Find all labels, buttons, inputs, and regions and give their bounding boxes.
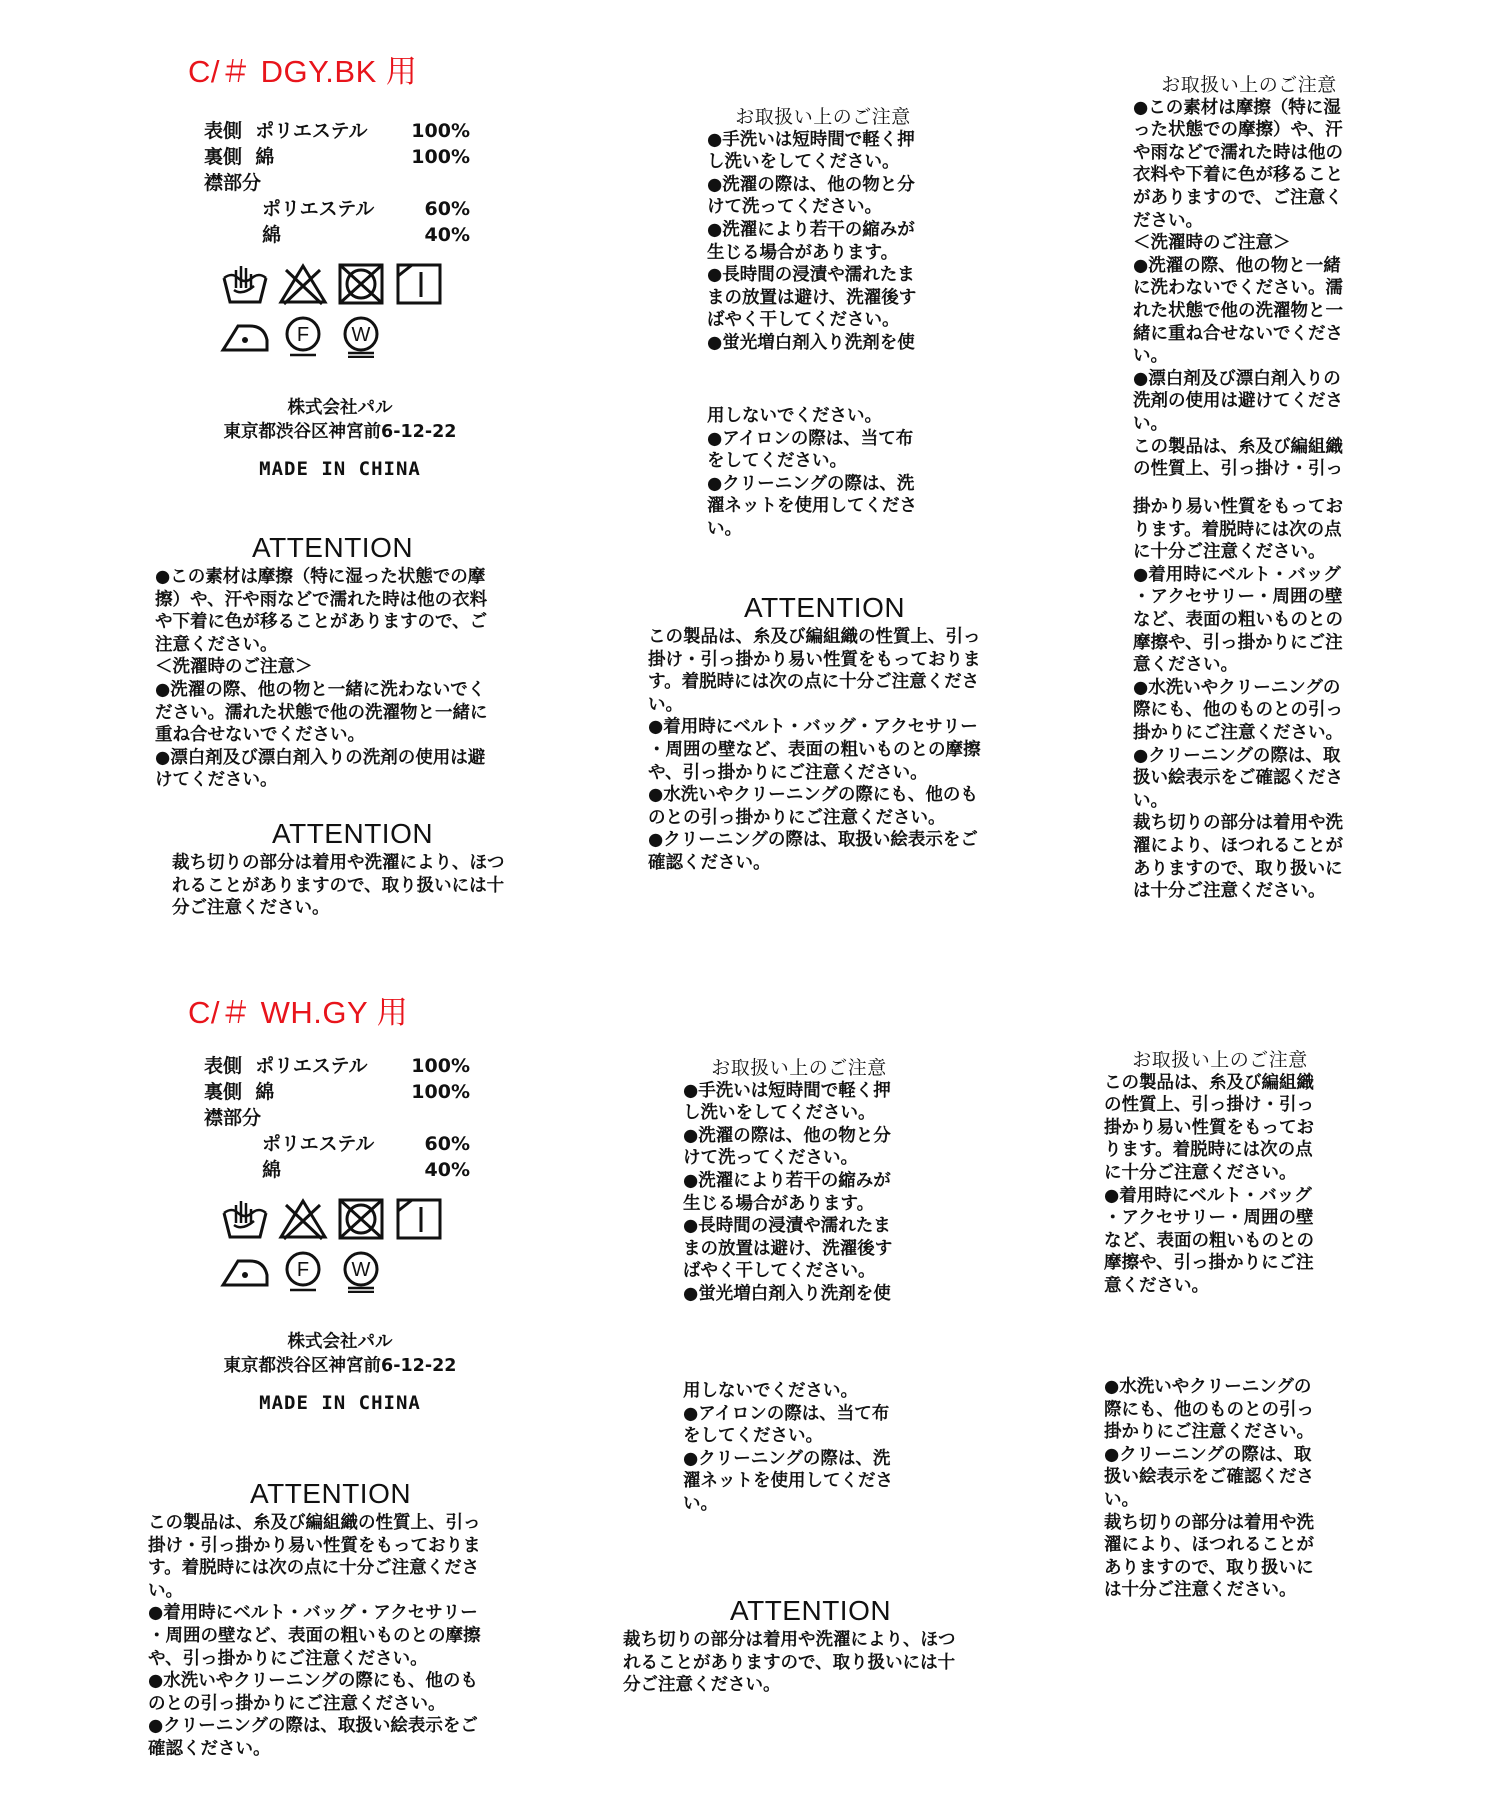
text-line: 掛け・引っ掛かり易い性質をもっておりま	[648, 649, 981, 670]
part-material: ポリエステル	[262, 1133, 375, 1155]
care-instructions-continued	[707, 405, 917, 541]
lining-percent: 100%	[411, 146, 470, 168]
text-line: ●クリーニングの際は、取扱い絵表示をご	[648, 830, 978, 851]
text-line: 生じる場合があります。	[707, 242, 899, 263]
text-line: 裁ち切りの部分は着用や洗	[1133, 813, 1343, 834]
line-dry-shade-icon	[394, 262, 444, 306]
text-line: ●漂白剤及び漂白剤入りの洗剤の使用は避	[155, 747, 486, 768]
lining-material: 綿	[255, 146, 275, 168]
text-line: ●漂白剤及び漂白剤入りの	[1133, 368, 1341, 389]
text-line: れることがありますので、取り扱いには十	[623, 1652, 956, 1673]
text-line: ●水洗いやクリーニングの	[1133, 677, 1341, 698]
svg-text:F: F	[296, 1259, 310, 1281]
text-line: ●水洗いやクリーニングの際にも、他のも	[148, 1671, 478, 1692]
care-symbols	[220, 1197, 444, 1293]
svg-text:W: W	[351, 1259, 371, 1281]
variant-label: C/＃ DGY.BK 用	[188, 54, 418, 89]
outer-material: ポリエステル	[255, 1055, 368, 1077]
text-line: 裁ち切りの部分は着用や洗濯により、ほつ	[172, 853, 505, 873]
attention-text	[623, 1629, 956, 1697]
wet-clean-w-icon	[336, 314, 386, 358]
text-line: い。	[1104, 1489, 1139, 1510]
care-instructions	[707, 106, 939, 355]
text-line: す。着脱時には次の点に十分ご注意くださ	[148, 1558, 480, 1579]
text-line: ・アクセサリー・周囲の壁	[1104, 1208, 1314, 1229]
text-line: ●洗濯により若干の縮みが	[683, 1170, 891, 1191]
text-line: い。	[148, 1580, 183, 1601]
text-line: ります。着脱時には次の点	[1104, 1140, 1313, 1161]
text-line: この製品は、糸及び編組織	[1133, 436, 1343, 457]
text-line: ●水洗いやクリーニングの	[1104, 1377, 1312, 1397]
care-heading: お取扱い上のご注意	[735, 106, 911, 128]
attention-heading: ATTENTION	[272, 818, 434, 849]
wet-clean-w-icon	[336, 1249, 386, 1293]
text-line: い。	[1133, 346, 1168, 367]
care-instructions	[1104, 1049, 1336, 1298]
text-line: す。着脱時には次の点に十分ご注意くださ	[648, 672, 980, 693]
text-line: ●蛍光増白剤入り洗剤を使	[683, 1283, 891, 1304]
text-line: 分ご注意ください。	[172, 898, 330, 919]
text-line: など、表面の粗いものとの	[1104, 1230, 1314, 1251]
text-line: ります。着脱時には次の点	[1133, 519, 1342, 540]
attention-text	[155, 566, 488, 792]
outer-label: 表側	[204, 1055, 243, 1077]
text-line: ばやく干してください。	[683, 1261, 876, 1282]
text-line: や下着に色が移ることがありますので、ご	[155, 612, 488, 633]
text-line: 濯ネットを使用してくださ	[707, 496, 917, 517]
attention-heading: ATTENTION	[252, 532, 414, 563]
text-line: の性質上、引っ掛け・引っ	[1104, 1095, 1314, 1116]
manufacturer-block	[200, 1330, 480, 1414]
text-line: 確認ください。	[148, 1738, 271, 1759]
text-line: った状態での摩擦）や、汗	[1133, 120, 1343, 141]
text-line: は十分ご注意ください。	[1104, 1580, 1297, 1601]
care-instructions-continued	[1133, 496, 1343, 903]
text-line: 緒に重ね合せないでくださ	[1133, 323, 1343, 344]
text-line: ありますので、取り扱いに	[1104, 1557, 1314, 1578]
text-line: ●クリーニングの際は、洗	[683, 1448, 891, 1469]
text-line: 意ください。	[1104, 1275, 1209, 1296]
text-line: ●蛍光増白剤入り洗剤を使	[707, 332, 915, 353]
svg-text:W: W	[351, 324, 371, 346]
text-line: ださい。濡れた状態で他の洗濯物と一緒に	[155, 702, 488, 723]
line-dry-shade-icon	[394, 1197, 444, 1241]
text-line: まの放置は避け、洗濯後す	[683, 1238, 893, 1259]
text-line: ●洗濯により若干の縮みが	[707, 219, 915, 240]
attention-heading: ATTENTION	[730, 1595, 892, 1626]
no-tumble-dry-icon	[336, 1197, 386, 1241]
care-heading: お取扱い上のご注意	[711, 1057, 887, 1079]
text-line: 擦）や、汗や雨などで濡れた時は他の衣料	[155, 589, 488, 610]
text-line: 衣料や下着に色が移ること	[1133, 165, 1343, 186]
attention-text	[172, 852, 505, 920]
text-line: は十分ご注意ください。	[1133, 881, 1326, 902]
iron-low-icon	[220, 314, 270, 358]
text-line: ●クリーニングの際は、取	[1104, 1444, 1312, 1465]
care-instructions-continued	[683, 1380, 893, 1516]
text-line: ・周囲の壁など、表面の粗いものとの摩擦	[648, 739, 981, 760]
text-line: 用しないでください。	[683, 1381, 858, 1401]
text-line: 用しないでください。	[707, 406, 882, 426]
outer-percent: 100%	[411, 120, 470, 142]
part-material: 綿	[262, 224, 282, 246]
text-line: ●手洗いは短時間で軽く押	[683, 1080, 891, 1101]
text-line: 濯により、ほつれることが	[1133, 835, 1343, 856]
text-line: ●クリーニングの際は、取扱い絵表示をご	[148, 1716, 478, 1737]
text-line: 掛かりにご注意ください。	[1104, 1422, 1314, 1443]
text-line: ばやく干してください。	[707, 310, 900, 331]
care-symbols	[220, 262, 444, 358]
care-instructions	[683, 1057, 915, 1306]
text-line: 際にも、他のものとの引っ	[1104, 1399, 1314, 1420]
svg-text:F: F	[296, 324, 310, 346]
composition-block	[204, 1053, 470, 1183]
company-address: 東京都渋谷区神宮前6-12-22	[223, 422, 457, 442]
text-line: ●この素材は摩擦（特に湿	[1133, 97, 1341, 118]
text-line: ●洗濯の際、他の物と一緒	[1133, 255, 1341, 276]
lining-label: 裏側	[204, 146, 243, 168]
text-line: ●長時間の浸漬や濡れたま	[707, 265, 915, 286]
company-address: 東京都渋谷区神宮前6-12-22	[223, 1356, 457, 1376]
part-label: 襟部分	[204, 1107, 262, 1129]
part-label: 襟部分	[204, 172, 262, 194]
text-line: 洗剤の使用は避けてくださ	[1133, 391, 1343, 412]
text-line: がありますので、ご注意く	[1133, 187, 1343, 208]
text-line: ●洗濯の際は、他の物と分	[707, 174, 915, 195]
text-line: 裁ち切りの部分は着用や洗	[1104, 1512, 1314, 1533]
lining-percent: 100%	[411, 1081, 470, 1103]
text-line: ●アイロンの際は、当て布	[683, 1403, 890, 1424]
care-instructions	[1133, 74, 1365, 481]
text-line: し洗いをしてください。	[683, 1103, 876, 1124]
text-line: けて洗ってください。	[683, 1148, 858, 1169]
text-line: のとの引っ掛かりにご注意ください。	[148, 1693, 446, 1714]
text-line: けてください。	[155, 770, 278, 791]
text-line: 扱い絵表示をご確認くださ	[1133, 768, 1343, 789]
text-line: れることがありますので、取り扱いには十	[172, 875, 505, 896]
company-name: 株式会社パル	[287, 398, 393, 418]
text-line: をしてください。	[707, 451, 847, 472]
text-line: ●着用時にベルト・バッグ・アクセサリー	[148, 1603, 478, 1624]
text-line: まの放置は避け、洗濯後す	[707, 287, 917, 308]
iron-low-icon	[220, 1249, 270, 1293]
text-line: ●クリーニングの際は、洗	[707, 473, 915, 494]
dry-clean-f-icon	[278, 314, 328, 358]
text-line: ●着用時にベルト・バッグ・アクセサリー	[648, 717, 978, 738]
text-line: 分ご注意ください。	[623, 1675, 781, 1696]
composition-block	[204, 118, 470, 248]
text-line: や、引っ掛かりにご注意ください。	[148, 1648, 428, 1669]
text-line: 掛かりにご注意ください。	[1133, 722, 1343, 743]
part-material: 綿	[262, 1159, 282, 1181]
text-line: い。	[683, 1493, 718, 1514]
text-line: この製品は、糸及び編組織の性質上、引っ	[148, 1513, 481, 1533]
dry-clean-f-icon	[278, 1249, 328, 1293]
text-line: 確認ください。	[648, 852, 771, 873]
text-line: ＜洗濯時のご注意＞	[1133, 233, 1291, 254]
text-line: ●この素材は摩擦（特に湿った状態での摩	[155, 567, 486, 587]
text-line: ・アクセサリー・周囲の壁	[1133, 587, 1343, 608]
care-heading: お取扱い上のご注意	[1161, 74, 1337, 96]
part-percent: 40%	[424, 1159, 470, 1181]
text-line: ●洗濯の際は、他の物と分	[683, 1125, 891, 1146]
text-line: れた状態で他の洗濯物と一	[1133, 300, 1343, 321]
text-line: この製品は、糸及び編組織	[1104, 1072, 1314, 1093]
text-line: や雨などで濡れた時は他の	[1133, 142, 1343, 163]
hand-wash-icon	[220, 1197, 270, 1241]
text-line: ＜洗濯時のご注意＞	[155, 657, 313, 678]
country-of-origin: MADE IN CHINA	[259, 458, 421, 480]
text-line: 裁ち切りの部分は着用や洗濯により、ほつ	[623, 1630, 956, 1650]
manufacturer-block	[200, 396, 480, 480]
part-percent: 60%	[424, 198, 470, 220]
part-percent: 40%	[424, 224, 470, 246]
text-line: い。	[707, 518, 742, 539]
text-line: など、表面の粗いものとの	[1133, 609, 1343, 630]
outer-material: ポリエステル	[255, 120, 368, 142]
text-line: に十分ご注意ください。	[1104, 1162, 1297, 1183]
text-line: 扱い絵表示をご確認くださ	[1104, 1467, 1314, 1488]
text-line: ・周囲の壁など、表面の粗いものとの摩擦	[148, 1625, 481, 1646]
part-percent: 60%	[424, 1133, 470, 1155]
text-line: この製品は、糸及び編組織の性質上、引っ	[648, 627, 981, 647]
lining-material: 綿	[255, 1081, 275, 1103]
text-line: のとの引っ掛かりにご注意ください。	[648, 807, 946, 828]
text-line: ●クリーニングの際は、取	[1133, 745, 1341, 766]
no-tumble-dry-icon	[336, 262, 386, 306]
text-line: 生じる場合があります。	[683, 1193, 875, 1214]
text-line: し洗いをしてください。	[707, 152, 900, 173]
country-of-origin: MADE IN CHINA	[259, 1392, 421, 1414]
text-line: けて洗ってください。	[707, 197, 882, 218]
variant-label: C/＃ WH.GY 用	[188, 995, 409, 1030]
text-line: 掛け・引っ掛かり易い性質をもっておりま	[148, 1535, 481, 1556]
lining-label: 裏側	[204, 1081, 243, 1103]
outer-percent: 100%	[411, 1055, 470, 1077]
text-line: い。	[1133, 413, 1168, 434]
company-name: 株式会社パル	[287, 1332, 393, 1352]
hand-wash-icon	[220, 262, 270, 306]
text-line: 掛かり易い性質をもってお	[1133, 497, 1343, 517]
care-instructions-continued	[1104, 1376, 1314, 1602]
text-line: 意ください。	[1133, 655, 1238, 676]
text-line: ●着用時にベルト・バッグ	[1133, 564, 1341, 585]
text-line: ありますので、取り扱いに	[1133, 858, 1343, 879]
part-material: ポリエステル	[262, 198, 375, 220]
text-line: ●水洗いやクリーニングの際にも、他のも	[648, 785, 978, 806]
care-heading: お取扱い上のご注意	[1132, 1049, 1308, 1071]
attention-heading: ATTENTION	[744, 592, 906, 623]
text-line: の性質上、引っ掛け・引っ	[1133, 459, 1343, 480]
text-line: や、引っ掛かりにご注意ください。	[648, 762, 928, 783]
text-line: 注意ください。	[155, 634, 278, 655]
text-line: に洗わないでください。濡	[1133, 278, 1343, 299]
text-line: い。	[1133, 790, 1168, 811]
text-line: ださい。	[1133, 210, 1203, 231]
text-line: 掛かり易い性質をもってお	[1104, 1117, 1314, 1138]
text-line: をしてください。	[683, 1426, 823, 1447]
text-line: 重ね合せないでください。	[155, 725, 365, 746]
text-line: に十分ご注意ください。	[1133, 542, 1326, 563]
text-line: 摩擦や、引っ掛かりにご注	[1104, 1253, 1314, 1274]
attention-heading: ATTENTION	[250, 1478, 412, 1509]
text-line: ●長時間の浸漬や濡れたま	[683, 1216, 891, 1237]
text-line: ●手洗いは短時間で軽く押	[707, 129, 915, 150]
text-line: 濯により、ほつれることが	[1104, 1535, 1314, 1556]
text-line: ●着用時にベルト・バッグ	[1104, 1185, 1312, 1206]
outer-label: 表側	[204, 120, 243, 142]
attention-text	[648, 626, 981, 875]
text-line: ●洗濯の際、他の物と一緒に洗わないでく	[155, 679, 486, 700]
text-line: 摩擦や、引っ掛かりにご注	[1133, 632, 1343, 653]
text-line: 濯ネットを使用してくださ	[683, 1471, 893, 1492]
text-line: 際にも、他のものとの引っ	[1133, 700, 1343, 721]
attention-text	[148, 1512, 481, 1761]
no-bleach-icon	[278, 1197, 328, 1241]
no-bleach-icon	[278, 262, 328, 306]
text-line: ●アイロンの際は、当て布	[707, 428, 914, 449]
text-line: い。	[648, 694, 683, 715]
